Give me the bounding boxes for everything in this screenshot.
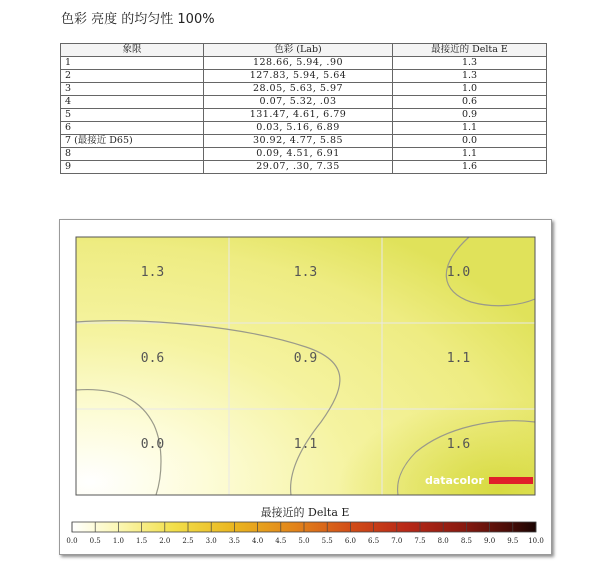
colorbar-tick-label: 1.5 [136,537,148,545]
quadrant-cell: 9 [61,161,204,174]
colorbar-tick-label: 7.5 [414,537,426,545]
quadrant-cell: 4 [61,96,204,109]
colorbar-title: 最接近的 Delta E [260,506,350,519]
colorbar-tick-label: 5.0 [298,537,310,545]
page-title: 色彩 亮度 的均匀性 100% [61,12,215,27]
delta-e-cell: 1.0 [393,83,547,96]
quadrant-cell: 2 [61,70,204,83]
colorbar-tick-label: 1.0 [112,537,124,545]
table-row [61,96,547,109]
quadrant-cell: 1 [61,57,204,70]
table-header-row [61,44,547,57]
cell-value-label: 1.3 [140,265,165,280]
lab-cell: 30.92, 4.77, 5.85 [204,135,393,148]
delta-e-cell: 1.6 [393,161,547,174]
colorbar-tick-label: 8.5 [460,537,472,545]
table-row [61,122,547,135]
delta-e-cell: 0.9 [393,109,547,122]
colorbar-tick-label: 9.0 [484,537,496,545]
table-row [61,57,547,70]
lab-cell: 29.07, .30, 7.35 [204,161,393,174]
quadrant-cell: 6 [61,122,204,135]
cell-value-label: 1.6 [446,437,471,452]
lab-cell: 0.09, 4.51, 6.91 [204,148,393,161]
uniformity-table [60,43,547,174]
colorbar-tick-label: 8.0 [437,537,449,545]
cell-value-label: 1.0 [446,265,471,280]
uniformity-chart-svg [60,220,551,554]
colorbar-tick-label: 7.0 [391,537,403,545]
colorbar-tick-label: 4.5 [275,537,287,545]
colorbar-tick-label: 4.0 [252,537,264,545]
colorbar-tick-label: 0.5 [89,537,101,545]
cell-value-label: 1.3 [293,265,318,280]
cell-value-label: 1.1 [446,351,471,366]
cell-value-label: 0.6 [140,351,165,366]
brand-logo: datacolor [425,474,484,487]
column-header-lab: 色彩 (Lab) [204,44,393,57]
table-row [61,109,547,122]
quadrant-cell: 3 [61,83,204,96]
cell-value-label: 0.9 [293,351,318,366]
colorbar-tick-label: 0.0 [66,537,78,545]
colorbar [66,505,543,545]
table-row [61,161,547,174]
colorbar-tick-label: 9.5 [507,537,519,545]
lab-cell: 128.66, 5.94, .90 [204,57,393,70]
column-header-delta-e: 最接近的 Delta E [393,44,547,57]
colorbar-tick-label: 6.0 [344,537,356,545]
quadrant-cell: 5 [61,109,204,122]
lab-cell: 28.05, 5.63, 5.97 [204,83,393,96]
colorbar-tick-label: 2.0 [159,537,171,545]
delta-e-cell: 1.3 [393,57,547,70]
cell-value-label: 0.0 [140,437,165,452]
table-row [61,135,547,148]
cell-value-label: 1.1 [293,437,318,452]
table-row [61,83,547,96]
delta-e-cell: 1.1 [393,122,547,135]
lab-cell: 131.47, 4.61, 6.79 [204,109,393,122]
lab-cell: 0.03, 5.16, 6.89 [204,122,393,135]
brand-logo-bar [489,477,533,484]
table-row [61,70,547,83]
quadrant-cell: 8 [61,148,204,161]
delta-e-cell: 1.1 [393,148,547,161]
colorbar-tick-label: 5.5 [321,537,333,545]
delta-e-cell: 1.3 [393,70,547,83]
column-header-quadrant: 象限 [61,44,204,57]
colorbar-tick-label: 3.0 [205,537,217,545]
colorbar-tick-label: 3.5 [228,537,240,545]
colorbar-tick-label: 10.0 [528,537,544,545]
lab-cell: 127.83, 5.94, 5.64 [204,70,393,83]
table-row [61,148,547,161]
delta-e-cell: 0.6 [393,96,547,109]
uniformity-chart [59,219,552,555]
colorbar-tick-label: 6.5 [368,537,380,545]
quadrant-cell: 7 (最接近 D65) [61,135,204,148]
colorbar-tick-label: 2.5 [182,537,194,545]
delta-e-cell: 0.0 [393,135,547,148]
lab-cell: 0.07, 5.32, .03 [204,96,393,109]
heatmap-plot-area [76,237,535,495]
